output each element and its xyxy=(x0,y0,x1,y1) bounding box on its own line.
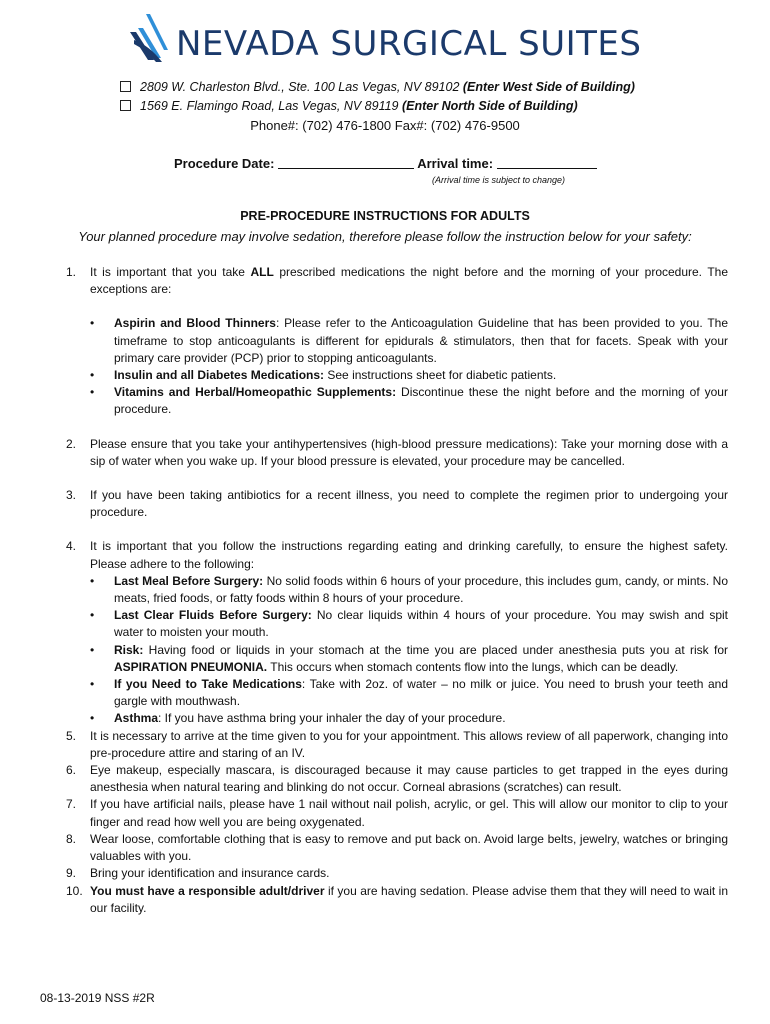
bullet-text: No solid foods within 6 hours of your procedure, this includes gum, candy, or mints. No meats, fried foods, or fatty foods within 8 hours of your procedure. xyxy=(114,573,728,606)
arrival-time-label: Arrival time: xyxy=(417,156,494,171)
bullet-item xyxy=(90,384,728,418)
instructions-list xyxy=(66,264,728,917)
item-text: It is necessary to arrive at the time given to you for your appointment. This allows review of all paperwork, changing into pre-procedure attire and staring of an IV. xyxy=(90,728,728,760)
item-text: prescribed medications the night before and the morning of your procedure. The exceptions are: xyxy=(90,265,728,297)
logo-text: NEVADA SURGICAL SUITES xyxy=(176,24,642,64)
list-item xyxy=(66,487,728,521)
bullet-icon: • xyxy=(90,608,95,623)
item-text: If you have been taking antibiotics for a recent illness, you need to complete the regimen prior to undergoing your procedure. xyxy=(90,488,728,520)
bullet-item xyxy=(90,573,728,607)
item-number: 6. xyxy=(66,763,77,778)
item-number: 10. xyxy=(66,883,83,898)
checkbox-icon[interactable] xyxy=(120,81,131,92)
item-number: 3. xyxy=(66,488,77,503)
bullet-icon: • xyxy=(90,385,95,400)
bullet-text: Having food or liquids in your stomach at the time you are placed under anesthesia puts you at risk for xyxy=(143,642,728,657)
bullet-icon: • xyxy=(90,711,95,726)
location-entry-note: (Enter West Side of Building) xyxy=(462,80,635,94)
location-option-2[interactable] xyxy=(120,99,578,113)
bullet-icon: • xyxy=(90,368,95,383)
bullet-icon: • xyxy=(90,573,95,588)
bullet-bold: Last Clear Fluids Before Surgery: xyxy=(114,608,312,623)
list-item xyxy=(66,865,728,882)
bullet-bold: Last Meal Before Surgery: xyxy=(114,573,264,588)
location-option-1[interactable] xyxy=(120,80,635,94)
bullet-item xyxy=(90,676,728,710)
item-text-bold: ALL xyxy=(250,265,274,279)
item-text: Please ensure that you take your antihypertensives (high-blood pressure medications): Take your morning dose with a sip of water when you wake up. If your blood pressure is elevated, your procedure may be cancelled. xyxy=(90,436,728,468)
item-text: if you are having sedation. Please advise them that they will need to wait in our facility. xyxy=(90,883,728,915)
list-item xyxy=(66,538,728,727)
location-address: 1569 E. Flamingo Road, Las Vegas, NV 89119 xyxy=(140,99,399,113)
list-item xyxy=(66,436,728,470)
item-number: 2. xyxy=(66,436,77,451)
list-item xyxy=(66,762,728,796)
bullet-text: : Please refer to the Anticoagulation Guideline that has been provided to you. The timeframe to stop anticoagulants is different for epidurals & stimulators, then that for facets. Speak with your primary care provider (PCP) prior to stopping anticoagulants. xyxy=(114,316,728,365)
arrival-time-field[interactable] xyxy=(497,156,597,169)
bullet-icon: • xyxy=(90,316,95,331)
bullet-item xyxy=(90,607,728,641)
item-number: 7. xyxy=(66,797,77,812)
bullet-item xyxy=(90,710,728,727)
item-number: 4. xyxy=(66,539,77,554)
item-text: It is important that you follow the instructions regarding eating and drinking carefully, to ensure the highest safety. Please adhere to the following: xyxy=(90,539,728,571)
bullet-text: No clear liquids within 4 hours of your procedure. You may swish and spit water to moisten your mouth. xyxy=(114,608,729,640)
page-title: PRE-PROCEDURE INSTRUCTIONS FOR ADULTS xyxy=(240,209,530,223)
procedure-date-label: Procedure Date: xyxy=(174,156,275,171)
item-number: 5. xyxy=(66,728,77,743)
list-item xyxy=(66,831,728,865)
item-number: 1. xyxy=(66,265,77,279)
bullet-item xyxy=(90,367,728,384)
list-item xyxy=(66,728,728,762)
list-item xyxy=(66,883,728,917)
bullet-text: See instructions sheet for diabetic patients. xyxy=(324,368,557,383)
bullet-bold: Insulin and all Diabetes Medications: xyxy=(114,368,325,383)
bullet-text: This occurs when stomach contents flow into the lungs, which can be deadly. xyxy=(267,659,679,674)
item-number: 9. xyxy=(66,866,77,881)
item-number: 8. xyxy=(66,831,77,846)
item-text-bold: You must have a responsible adult/driver xyxy=(90,883,325,898)
bullet-bold: Asthma xyxy=(114,711,159,726)
bullet-icon: • xyxy=(90,677,95,692)
bullet-text: : Take with 2oz. of water – no milk or juice. You need to brush your teeth and gargle with mouthwash. xyxy=(114,677,729,709)
location-address: 2809 W. Charleston Blvd., Ste. 100 Las Vegas, NV 89102 xyxy=(140,80,460,94)
arrival-note: (Arrival time is subject to change) xyxy=(432,175,566,185)
checkbox-icon[interactable] xyxy=(120,100,131,111)
item-text: If you have artificial nails, please have 1 nail without nail polish, acrylic, or gel. This will allow our monitor to clip to your finger and read how well you are being oxygenated. xyxy=(90,797,728,829)
bullet-bold: Vitamins and Herbal/Homeopathic Supplements: xyxy=(114,385,397,400)
bullet-bold: ASPIRATION PNEUMONIA. xyxy=(114,659,268,674)
item-text: Eye makeup, especially mascara, is discouraged because it may cause particles to get trapped in the eyes during anesthesia when natural tearing and blinking do not occur. Corneal abrasions (scratches) can result. xyxy=(90,763,728,795)
bullet-item xyxy=(90,315,728,367)
logo xyxy=(128,10,648,66)
item-text: Bring your identification and insurance cards. xyxy=(90,866,330,881)
bullet-bold: Risk: xyxy=(114,642,144,657)
list-item xyxy=(66,264,728,419)
page-subtitle: Your planned procedure may involve sedation, therefore please follow the instruction below for your safety: xyxy=(78,229,692,244)
procedure-date-line xyxy=(174,156,597,171)
item-text: It is important that you take xyxy=(90,265,251,279)
item-text: Wear loose, comfortable clothing that is easy to remove and put back on. Avoid large belts, jewelry, watches or bringing valuables with you. xyxy=(90,831,728,864)
location-entry-note: (Enter North Side of Building) xyxy=(401,99,578,113)
list-item xyxy=(66,796,728,830)
phone-fax: Phone#: (702) 476-1800 Fax#: (702) 476-9500 xyxy=(250,118,520,133)
bullet-text: : If you have asthma bring your inhaler the day of your procedure. xyxy=(158,711,506,726)
bullet-text: Discontinue these the night before and the morning of your procedure. xyxy=(114,385,728,417)
bullet-icon: • xyxy=(90,642,95,657)
footer-code: 08-13-2019 NSS #2R xyxy=(40,991,155,1005)
bullet-bold: If you Need to Take Medications xyxy=(114,677,302,692)
bullet-bold: Aspirin and Blood Thinners xyxy=(114,316,276,331)
bullet-item xyxy=(90,642,728,676)
procedure-date-field[interactable] xyxy=(278,156,414,169)
